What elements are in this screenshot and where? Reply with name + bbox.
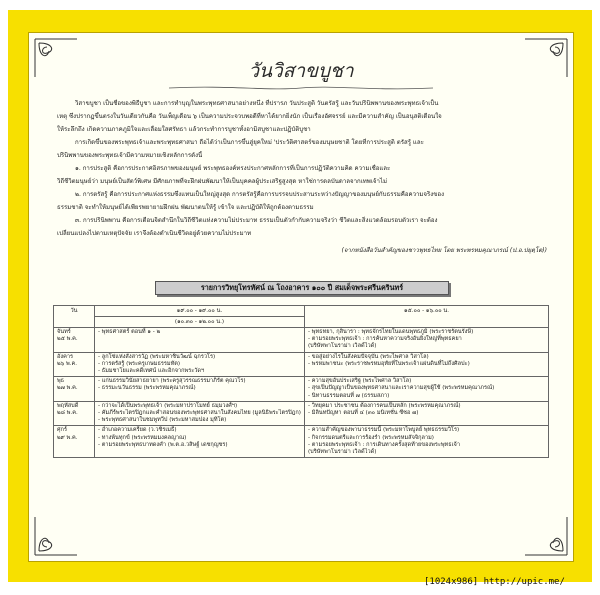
day-date: ๒๖ พ.ค. [57, 360, 78, 367]
schedule-title: รายการวิทยุโทรทัศน์ ณ โถงอาคาร ๑๐๐ ปี สมเด็จพระศรีนครินทร์ [155, 281, 449, 295]
paragraph-line: ธรรมชาติ จะทำให้มนุษย์ได้เพียรพยายามฝึกฝน พัฒนาตนให้รู้ เข้าใจ และปฏิบัติให้ถูกต้องตามธรรม [57, 204, 314, 211]
program-item: - กิจกรรมดนตรีและการร้องรำ (พระพรหมสัจจิกุลาม) [308, 434, 434, 441]
program-item: - แก่นธรรมวินัยสาธยายา (พระครูสุวรรณธรรมาภิรัต คุณวโร) [98, 378, 246, 385]
day-date: ๒๕ พ.ค. [57, 336, 78, 343]
day-name: พฤหัสบดี [57, 402, 79, 409]
slot1-cell [95, 377, 305, 402]
table-row [54, 352, 549, 377]
day-cell [54, 352, 95, 377]
slot1-cell [95, 401, 305, 426]
slot2-cell [305, 377, 549, 402]
day-date: ๒๘ พ.ค. [57, 410, 78, 417]
program-item: - ธัมมชาโยและคดีเทศน์ และอิกจากพระวัดฯ [98, 368, 205, 375]
corner-ornament-icon [33, 515, 79, 557]
document-page [28, 32, 574, 562]
program-item [308, 417, 545, 424]
paragraph-line: ให้ระลึกถึง เกิดความภาคภูมิใจและเลื่อมใสศรัทธา แล้วกระทำการบูชาทั้งอามิสบูชาและปฏิบัติบูชา [57, 126, 311, 133]
paragraph-line: เปลี่ยนแปลงไปตามเหตุปัจจัย เราจึงต้องดำเนินชีวิตอยู่ด้วยความไม่ประมาท [57, 230, 252, 237]
program-item [98, 336, 301, 343]
slot2-cell [305, 352, 549, 377]
program-item: - ตามรอยพระพุทธเจ้า : การค้นหาความจริงอันยิ่งใหญ่ที่พุทธคยา [308, 336, 462, 343]
yellow-frame [8, 10, 592, 582]
program-item: - กว่าจะได้เป็นพระพุทธเจ้า (พระมหาปราโมทย์ ธมฺมวงศ์ฯ) [98, 402, 238, 409]
title-flourish-icon [169, 85, 433, 91]
program-item: - วิทยุคมา ประชาชน ต้องการคนเป็นหลัก (พระพรหมคุณาภรณ์) [308, 402, 461, 409]
program-item: - ธรรมะนวันธรรม (พระพรหมคุณาภรณ์) [98, 385, 196, 392]
column-subheader-slot1: (๑๐.๓๐ - ๑๒.๐๐ น.) [95, 317, 305, 328]
slot2-cell [305, 401, 549, 426]
column-header-slot2: ๑๕.๐๐ - ๑๖.๐๐ น. [305, 306, 549, 328]
slot1-cell [95, 426, 305, 458]
paragraph-line: ๓. การปรินิพพาน คือการเตือนจิตสำนึกในวิถีชีวิตแห่งความไม่ประมาท ธรรมเป็นตัวกำกับความจริงว่า ชีวิตและสิ่งแวดล้อมรอบตัวเรา จะต้อง [75, 217, 438, 224]
slot2-cell [305, 426, 549, 458]
program-item: - สุขเป็นปัญญาเป็นของพุทธศาสนาและเราความสุขผู้ใช้ (พระพรหมคุณาภรณ์) [308, 385, 495, 392]
day-cell [54, 377, 95, 402]
source-citation: (จากหนังสือวันสำคัญของชาวพุทธไทย โดย พระพรหมคุณาภรณ์ (ป.อ.ปยุตฺโต)) [341, 247, 547, 254]
table-row [54, 426, 549, 458]
program-item [308, 368, 545, 375]
program-item: - ตามรอยพระพุทธบาทดงคำ (พ.ต.อ.วสิษฐ์ เดชกุญชร) [98, 441, 228, 448]
slot1-cell [95, 352, 305, 377]
program-item: - ความสำคัญของพานาธรรมนี้ (พระมหาไพบูลย์ พุทธธรรมวิโร) [308, 427, 460, 434]
program-item: - พุทธทยา, กุสินารา : พุทธจักรไทยในแดนพุทธภูมิ (พระราชรัตนรังษี) [308, 329, 474, 335]
paragraph-line: เหตุ ซึ่งปรากฏขึ้นตรงในวันเดียวกันคือ วันเพ็ญเดือน ๖ เป็นความประจวบพอดีที่หาได้ยากยิ่งนัก เป็นเรื่องอัศจรรย์ และมีความสำคัญ เป็นอนุสติเตือนใจ [57, 113, 442, 120]
watermark-text: [1024x986] http://upic.me/ [424, 577, 565, 587]
program-item: - ตามรอยพระพุทธเจ้า : การเดินทางครั้งสุดท้ายของพระพุทธเจ้า [308, 441, 460, 448]
program-item: (บริษัทพาโนราม่า เวิลด์ไวด์) [308, 449, 377, 456]
slot2-cell [305, 328, 549, 353]
program-item [98, 393, 301, 400]
day-date: ๒๙ พ.ค. [57, 434, 78, 441]
schedule-table [53, 305, 549, 458]
program-item: - ทางพ้นทุกข์ (พระพรหมมงคลญาณ) [98, 434, 187, 441]
paragraph-line: การเกิดขึ้นของพระพุทธเจ้าและพระพุทธศาสนา ถือได้ว่าเป็นการขึ้นสู่ยุคใหม่ 'ประวัติศาสตร์ของมนุษยชาติ โดยที่การประสูติ ตรัสรู้ และ [75, 139, 424, 146]
table-row [54, 377, 549, 402]
paragraph-line: ๑. การประสูติ คือการประกาศอิสรภาพของมนุษย์ พระพุทธองค์ทรงประกาศหลักการที่เป็นการปฏิวัติความคิด ความเชื่อและ [75, 165, 391, 172]
program-item: - การตรัสรู้ (พระครูเกษมธรรมทัต) [98, 360, 181, 367]
day-cell [54, 426, 95, 458]
program-item: - มิลินทปัญหา ตอนที่ ๔ (๓๐ มนิเทชั่น ซีซอ ๗) [308, 410, 419, 417]
table-row [54, 328, 549, 353]
day-date: ๒๗ พ.ค. [57, 385, 78, 392]
column-header-day: วัน [54, 306, 95, 328]
program-item: - อำเภอความเครียด (ว.วชิรเมธี) [98, 427, 177, 434]
day-name: จันทร์ [57, 329, 71, 335]
program-item: - ความสุขอันประเสริฐ (พระไพศาล วิสาโล) [308, 378, 412, 385]
program-item: (บริษัทพาโนราม่า เวิลด์ไวด์) [308, 343, 377, 350]
slot1-cell [95, 328, 305, 353]
paragraph-line: วิสาขบูชา เป็นชื่อของพิธีบูชา และการทำบุญในพระพุทธศาสนาอย่างหนึ่ง ที่ปรารภ วันประสูติ วันตรัสรู้ และวันปรินิพพานของพระพุทธเจ้าเป็น [75, 100, 439, 107]
corner-ornament-icon [523, 515, 569, 557]
paragraph-line: ๒. การตรัสรู้ คือการประกาศแห่งธรรมซึ่งแทนเป็นใหญ่สูงสุด การตรัสรู้คือการบรรจบประสานระหว่างปัญญาของมนุษย์กับธรรมคือความจริงของ [75, 191, 445, 198]
program-item: - พรหมพาชนะ (พระราชพรหมอุทัยที่ในพระเจ้าแผ่นดินที่ไม่ถึงศิลปะ) [308, 360, 470, 367]
program-item: - คัมภีร์พระไตรปิฎกและคำสอนของพระพุทธศาสนาในสังคมไทย (มูลนิธิพระไตรปิฎก) [98, 410, 301, 417]
program-item: - ขอสู่อย่างไรในสังคมปัจจุบัน (พระไพศาล วิสาโล) [308, 353, 429, 360]
day-cell [54, 401, 95, 426]
program-item: - พุทธศาสตร์ ตอนที่ ๑ - ๒ [98, 329, 161, 335]
program-item: - นิทานธรรมตอนที่ ๗ (ธรรมสภา) [308, 392, 390, 399]
day-name: พุธ [57, 378, 65, 385]
program-item [98, 343, 301, 350]
page-title: วันวิสาขบูชา [248, 60, 354, 82]
paragraph-line: ปรินิพพานของพระพุทธเจ้ามีความหมายเชิงหลักการดังนี้ [57, 152, 203, 159]
day-name: ศุกร์ [57, 427, 67, 434]
program-item: - ลูกโซ่แห่งสังสารวัฏ (พระมหาชินวัฒน์ ฉฺกรวโร) [98, 353, 216, 360]
day-name: อังคาร [57, 353, 73, 360]
day-cell [54, 328, 95, 353]
table-row [54, 401, 549, 426]
paragraph-line: วิถีชีวิตมนุษย์ว่า มนุษย์เป็นสัตว์พิเศษ มีศักยภาพที่จะฝึกฝนพัฒนาให้เป็นบุคคลผู้ประเสริฐสูงสุด หาใช่การดลบันดาลจากเทพเจ้าไม่ [57, 178, 387, 185]
program-item: - พระพุทธศาสนาในชมพูทวีป (พระมหาสมปอง มุทิโต) [98, 417, 227, 424]
column-header-slot1: ๑๙.๐๐ - ๑๙.๐๐ น. [95, 306, 305, 317]
